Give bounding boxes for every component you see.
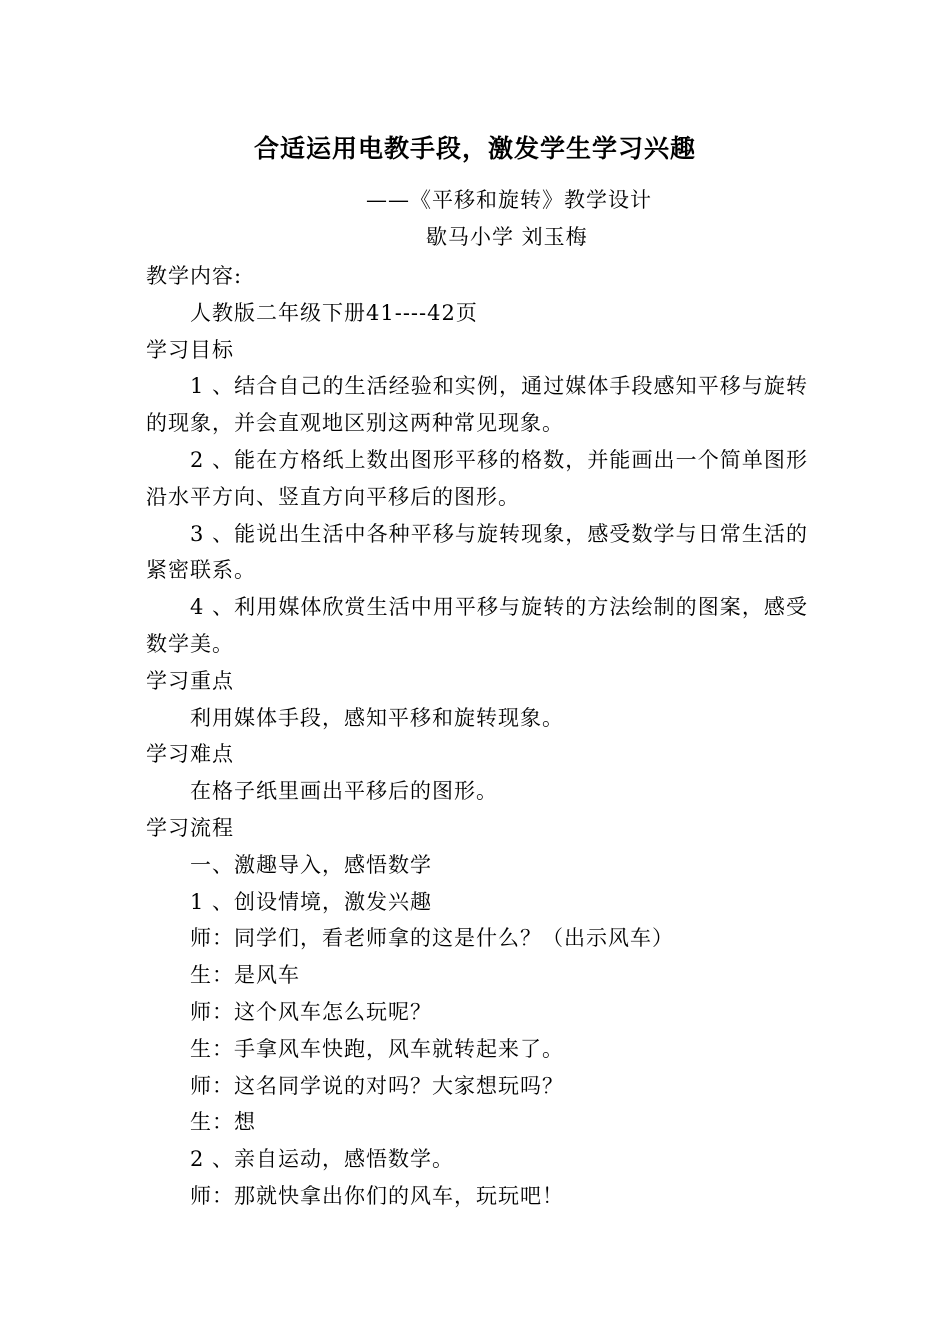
document-subtitle: ——《平移和旋转》教学设计	[366, 188, 652, 212]
paragraph-difficulties: 在格子纸里画出平移后的图形。	[190, 779, 498, 804]
process-line: 师：那就快拿出你们的风车，玩玩吧！	[190, 1183, 564, 1208]
process-line: 1 、创设情境，激发兴趣	[190, 889, 433, 914]
objective-item-2: 2 、能在方格纸上数出图形平移的格数，并能画出一个简单图形沿水平方向、竖直方向平移后的图形。	[146, 447, 808, 509]
paragraph-teaching-content: 人教版二年级下册41----42页	[190, 300, 478, 325]
process-line: 师：这名同学说的对吗？大家想玩吗？	[190, 1073, 564, 1098]
process-line: 生：手拿风车快跑，风车就转起来了。	[190, 1036, 564, 1061]
section-heading-key-points: 学习重点	[146, 668, 234, 693]
document-title: 合适运用电教手段，激发学生学习兴趣	[253, 134, 696, 163]
process-line: 师：这个风车怎么玩呢？	[190, 999, 432, 1024]
paragraph-key-points: 利用媒体手段，感知平移和旋转现象。	[190, 705, 564, 730]
process-line: 一、激趣导入，感悟数学	[190, 852, 432, 877]
process-line: 生：想	[190, 1110, 256, 1135]
document-author: 歇马小学 刘玉梅	[426, 225, 588, 249]
process-line: 2 、亲自运动，感悟数学。	[190, 1147, 455, 1172]
process-line: 生：是风车	[190, 963, 300, 988]
section-heading-process: 学习流程	[146, 815, 234, 840]
objective-item-3: 3 、能说出生活中各种平移与旋转现象，感受数学与日常生活的紧密联系。	[146, 521, 808, 583]
objective-item-4: 4 、利用媒体欣赏生活中用平移与旋转的方法绘制的图案，感受数学美。	[146, 595, 808, 656]
process-line: 师：同学们，看老师拿的这是什么？（出示风车）	[190, 926, 674, 951]
section-heading-objectives: 学习目标	[146, 337, 234, 362]
section-heading-teaching-content: 教学内容:	[146, 264, 243, 288]
document-body	[146, 258, 808, 1215]
section-heading-difficulties: 学习难点	[146, 742, 234, 767]
objective-item-1: 1 、结合自己的生活经验和实例，通过媒体手段感知平移与旋转的现象，并会直观地区别这两种常见现象。	[146, 374, 808, 436]
